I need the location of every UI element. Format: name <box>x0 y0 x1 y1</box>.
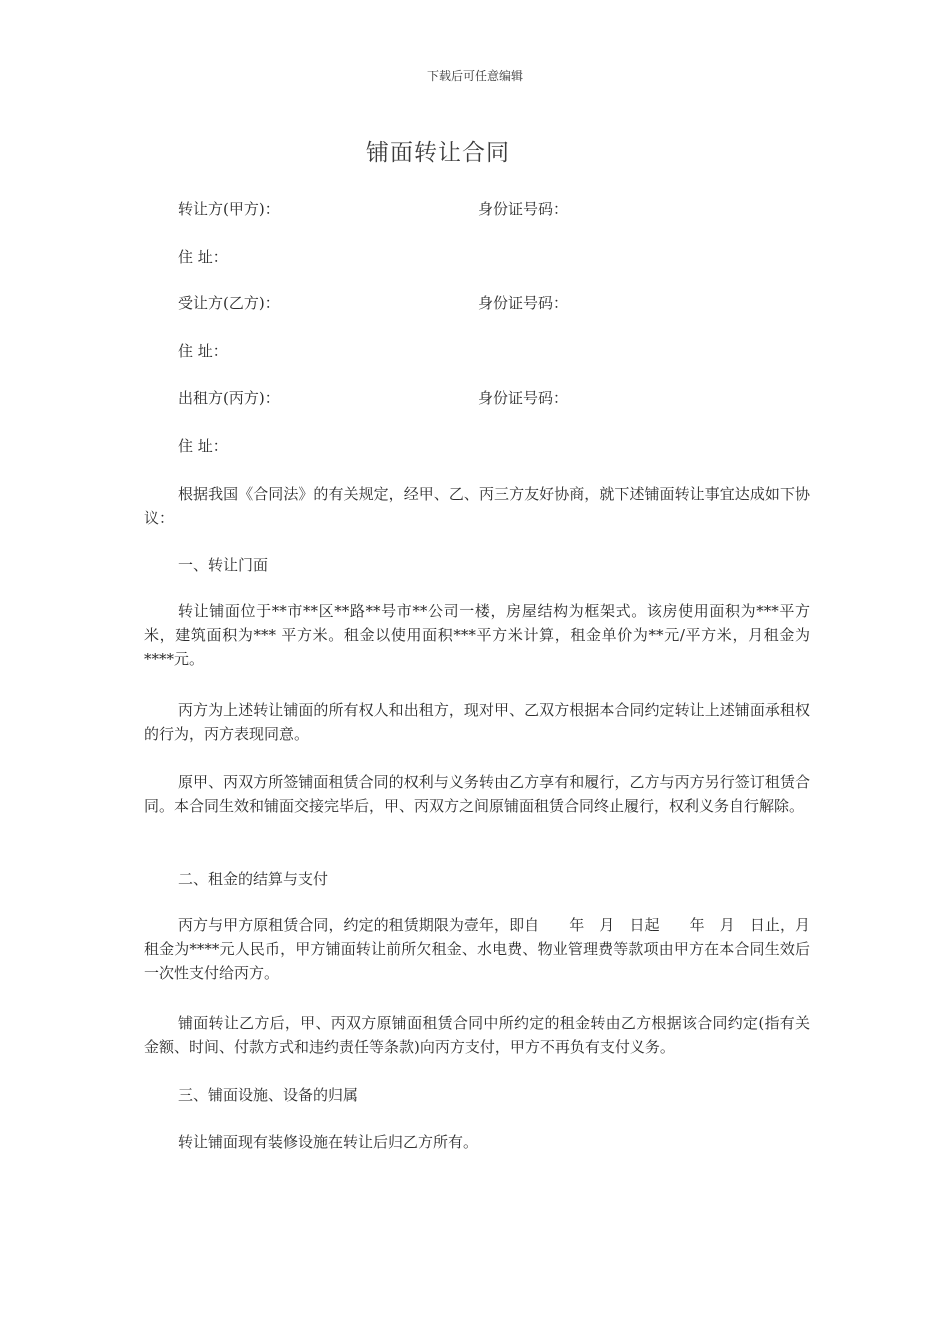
section-1-paragraph-2: 丙方为上述转让铺面的所有权人和出租方，现对甲、乙双方根据本合同约定转让上述铺面承租权的行为，丙方表现同意。 <box>144 701 810 743</box>
intro-paragraph: 根据我国《合同法》的有关规定，经甲、乙、丙三方友好协商，就下述铺面转让事宜达成如下协议： <box>144 485 810 527</box>
section-3-paragraph-1: 转让铺面现有装修设施在转让后归乙方所有。 <box>178 1133 479 1151</box>
party-b-role: 受让方(乙方)： <box>178 294 280 312</box>
party-b-id-label: 身份证号码： <box>478 294 569 312</box>
section-2-paragraph-1: 丙方与甲方原租赁合同，约定的租赁期限为壹年，即自 年 月 日起 年 月 日止，月租金为****元人民币，甲方铺面转让前所欠租金、水电费、物业管理费等款项由甲方在本合同生效后一次性支付给丙方。 <box>144 916 810 982</box>
section-1-heading: 一、转让门面 <box>178 556 269 574</box>
party-a-id-label: 身份证号码： <box>478 200 569 218</box>
section-2-heading: 二、租金的结算与支付 <box>178 870 329 888</box>
section-3-heading: 三、铺面设施、设备的归属 <box>178 1086 359 1104</box>
section-1-paragraph-1: 转让铺面位于**市**区**路**号市**公司一楼，房屋结构为框架式。该房使用面积为***平方米，建筑面积为*** 平方米。租金以使用面积***平方米计算，租金单价为**元/平方米，月租金为****元。 <box>144 602 810 668</box>
document-title: 铺面转让合同 <box>366 140 510 166</box>
party-c-role: 出租方(丙方)： <box>178 389 280 407</box>
party-b-address: 住 址： <box>178 342 228 360</box>
header-note: 下载后可任意编辑 <box>426 69 523 83</box>
party-a-address: 住 址： <box>178 248 228 266</box>
section-1-paragraph-3: 原甲、丙双方所签铺面租赁合同的权利与义务转由乙方享有和履行，乙方与丙方另行签订租赁合同。本合同生效和铺面交接完毕后，甲、丙双方之间原铺面租赁合同终止履行，权利义务自行解除。 <box>144 773 810 815</box>
party-a-role: 转让方(甲方)： <box>178 200 280 218</box>
party-c-id-label: 身份证号码： <box>478 389 569 407</box>
party-c-address: 住 址： <box>178 437 228 455</box>
section-2-paragraph-2: 铺面转让乙方后，甲、丙双方原铺面租赁合同中所约定的租金转由乙方根据该合同约定(指有关金额、时间、付款方式和违约责任等条款)向丙方支付，甲方不再负有支付义务。 <box>144 1014 810 1056</box>
